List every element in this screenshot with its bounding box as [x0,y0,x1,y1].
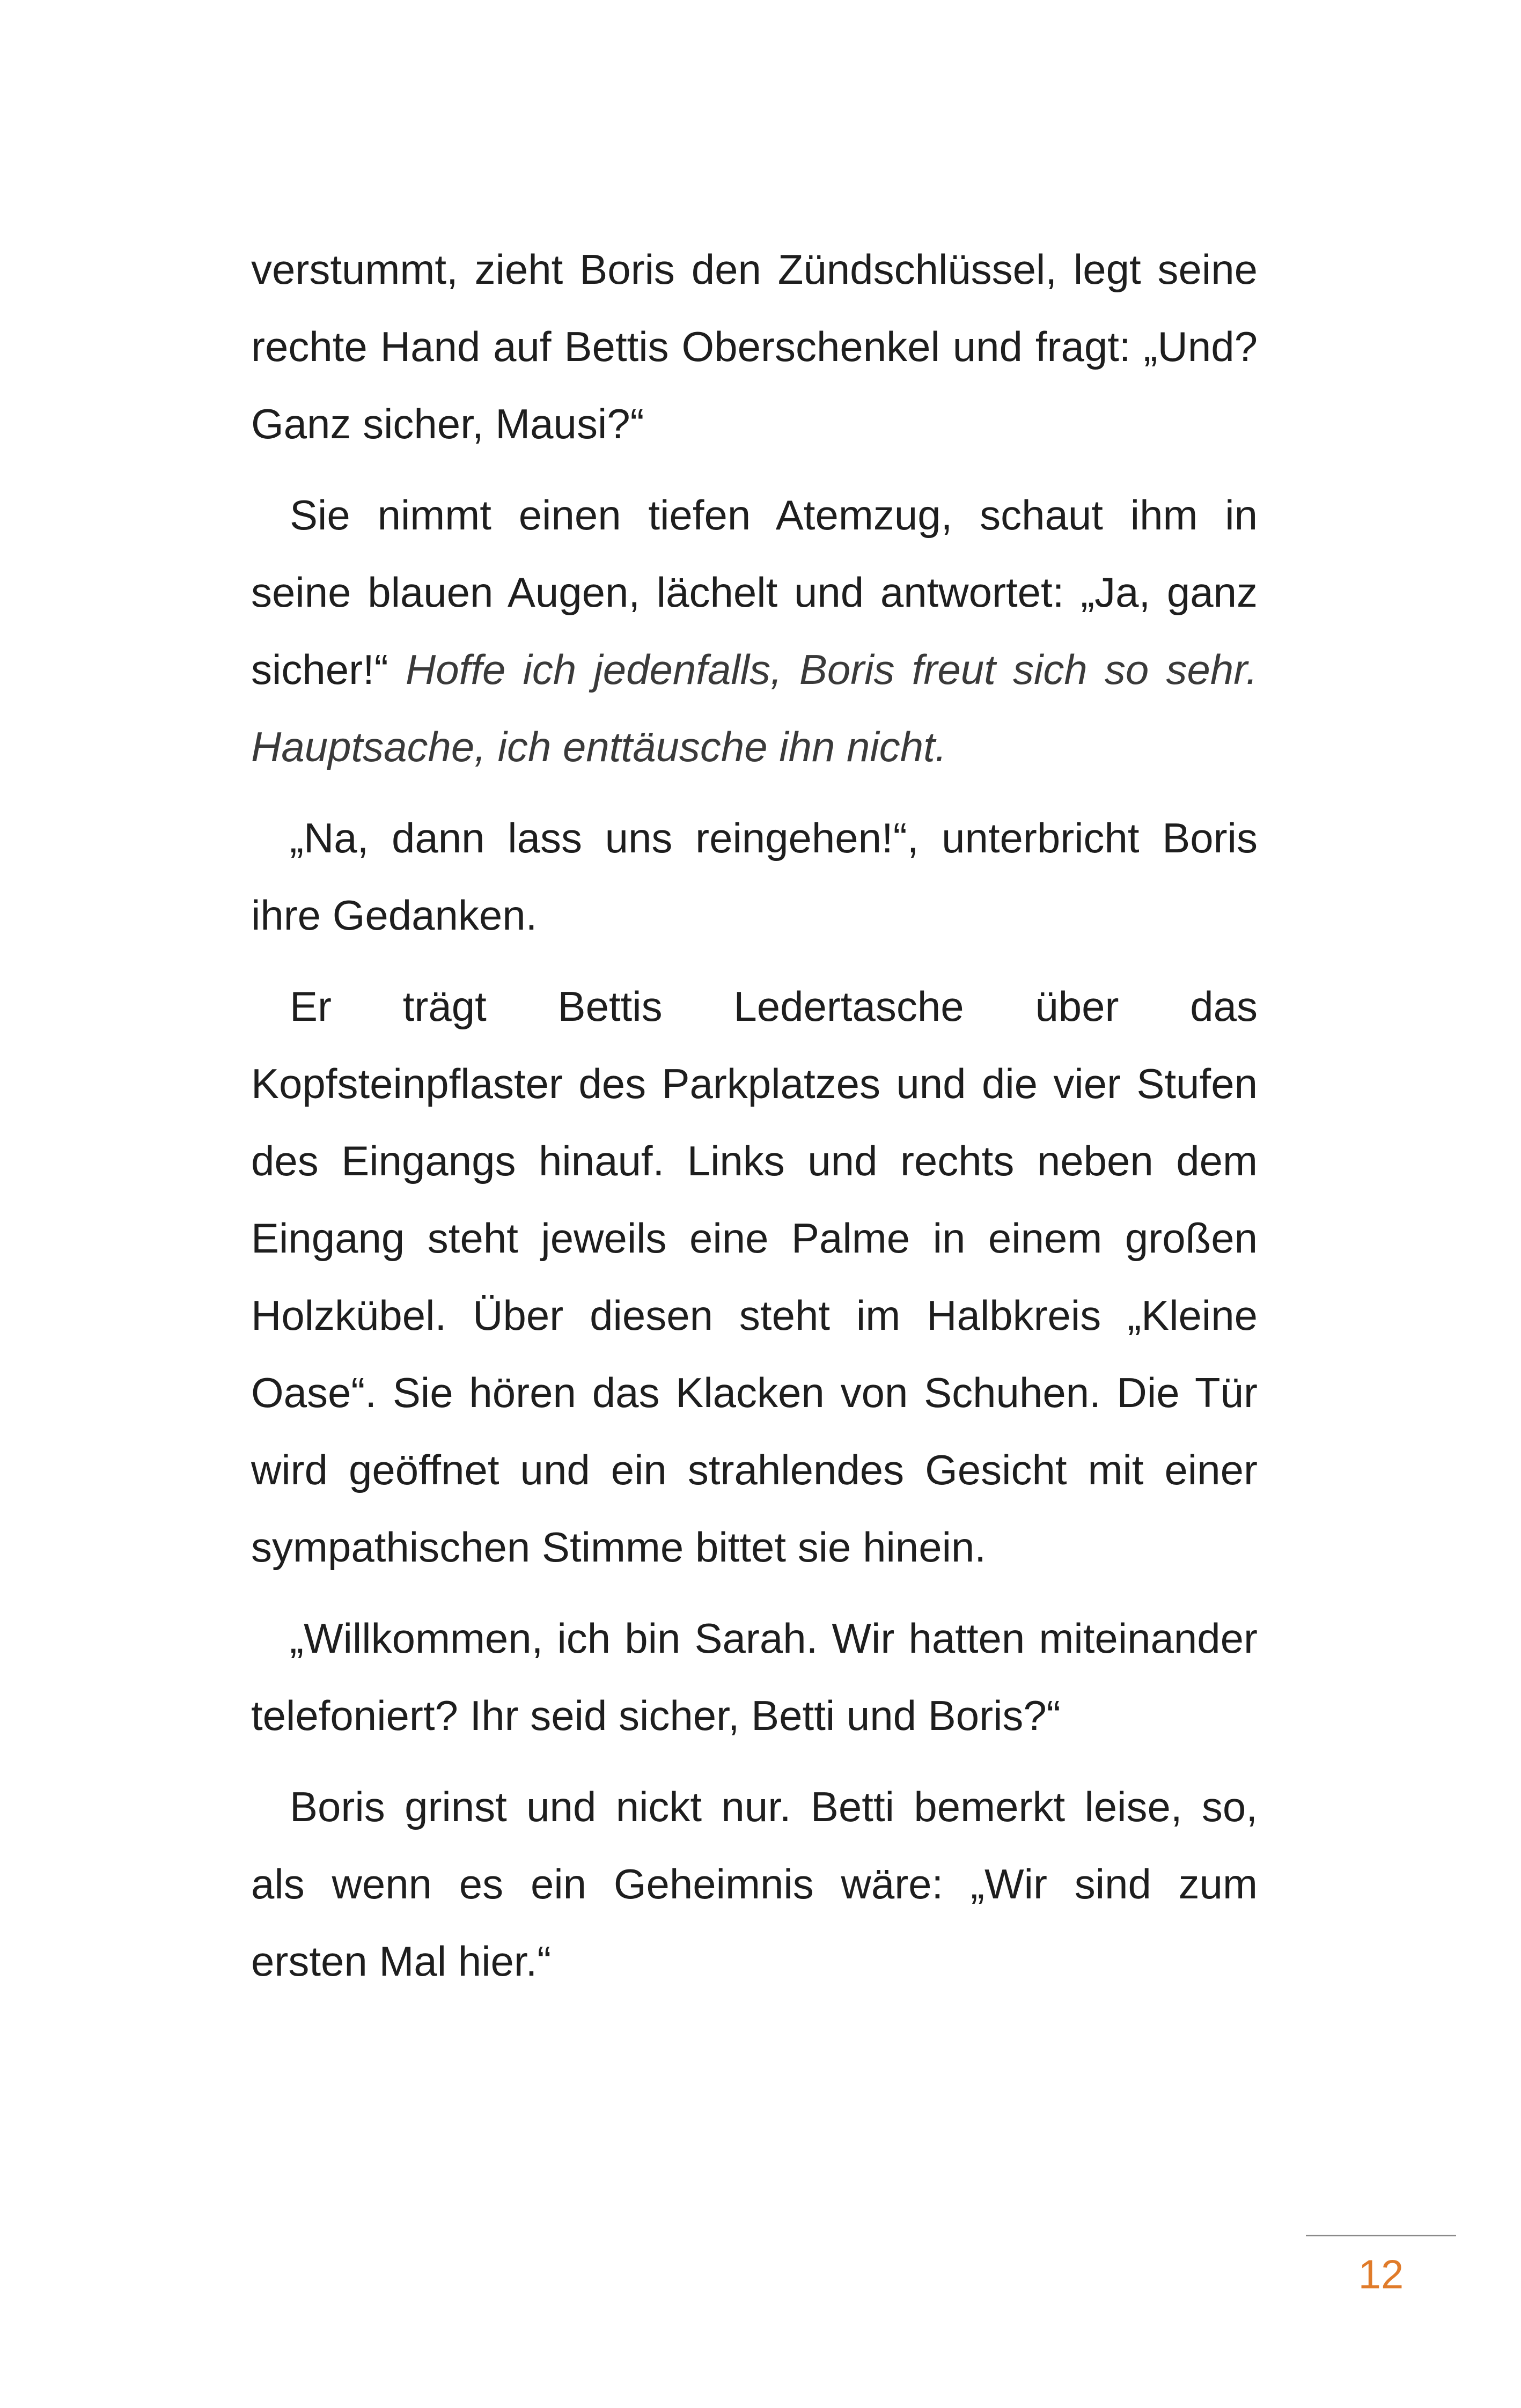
paragraph-3 [251,799,1258,954]
paragraph-4 [251,968,1258,1586]
paragraph-6-text: Boris grinst und nickt nur. Betti bemerkt leise, so, als wenn es ein Geheimnis wäre: „Wir sind zum ersten Mal hier.“ [251,1783,1258,1985]
paragraph-1-text: verstummt, zieht Boris den Zündschlüssel, legt seine rechte Hand auf Bettis Oberschenkel und fragt: „Und? Ganz sicher, Mausi?“ [251,246,1258,447]
paragraph-3-text: „Na, dann lass uns reingehen!“, unterbricht Boris ihre Gedanken. [251,814,1258,939]
paragraph-4-text: Er trägt Bettis Ledertasche über das Kopfsteinpflaster des Parkplatzes und die vier Stufen des Eingangs hinauf. Links und rechts neben dem Eingang steht jeweils eine Palme in einem großen Holzkübel. Über diesen steht im Halbkreis „Kleine Oase“. Sie hören das Klacken von Schuhen. Die Tür wird geöffnet und ein strahlendes Gesicht mit einer sympathischen Stimme bittet sie hinein. [251,983,1258,1571]
page-body-text [251,231,1258,2014]
page-number: 12 [1358,2252,1404,2297]
paragraph-2-inner-thought: Hoffe ich jedenfalls, Boris freut sich so sehr. Hauptsache, ich enttäusche ihn nicht. [251,646,1258,770]
paragraph-5-text: „Willkommen, ich bin Sarah. Wir hatten miteinander telefoniert? Ihr seid sicher, Betti und Boris?“ [251,1615,1258,1739]
paragraph-1 [251,231,1258,462]
footer-divider [1306,2235,1456,2236]
paragraph-5 [251,1600,1258,1754]
paragraph-2-text: Sie nimmt einen tiefen Atemzug, schaut ihm in seine blauen Augen, lächelt und antwortet: „Ja, ganz sicher!“ [251,491,1258,693]
paragraph-2 [251,476,1258,785]
paragraph-6 [251,1768,1258,2000]
